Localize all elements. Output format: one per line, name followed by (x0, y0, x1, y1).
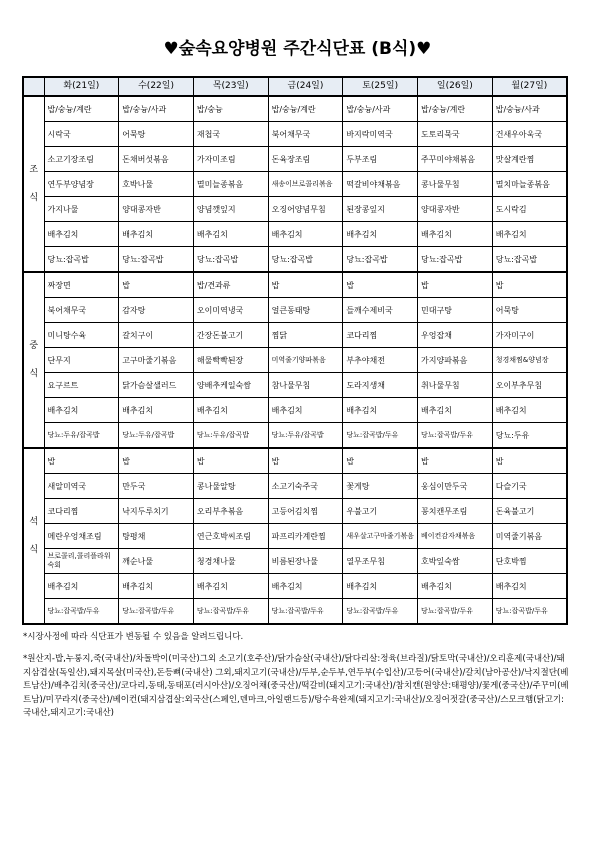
menu-cell: 멸치마늘종볶음 (492, 172, 567, 197)
menu-row (23, 398, 567, 423)
menu-cell: 단호박찜 (492, 549, 567, 574)
menu-cell: 만두국 (119, 474, 194, 499)
menu-cell: 가지양파볶음 (418, 348, 493, 373)
menu-cell: 열무조무침 (343, 549, 418, 574)
menu-cell: 밥 (44, 448, 119, 474)
menu-cell: 당뇨:잡곡밥 (44, 247, 119, 273)
menu-cell: 갈치구이 (119, 323, 194, 348)
menu-cell: 배추김치 (268, 574, 343, 599)
menu-row (23, 448, 567, 474)
menu-cell: 밥 (492, 272, 567, 298)
menu-row (23, 524, 567, 549)
menu-cell: 배추김치 (492, 222, 567, 247)
menu-cell: 밥/숭늉/사과 (343, 96, 418, 122)
menu-cell: 당뇨:잡곡밥/두유 (492, 599, 567, 625)
menu-row (23, 96, 567, 122)
day-header: 금(24일) (268, 77, 343, 96)
menu-cell: 가지나물 (44, 197, 119, 222)
menu-cell: 양념깻잎지 (193, 197, 268, 222)
menu-cell: 배추김치 (193, 398, 268, 423)
menu-cell: 당뇨:잡곡밥/두유 (343, 423, 418, 449)
menu-cell: 소고기숙주국 (268, 474, 343, 499)
day-header: 목(23일) (193, 77, 268, 96)
menu-cell: 단무지 (44, 348, 119, 373)
menu-cell: 배추김치 (44, 574, 119, 599)
menu-cell: 당뇨:잡곡밥 (268, 247, 343, 273)
menu-cell: 꽃게탕 (343, 474, 418, 499)
menu-cell: 배추김치 (193, 222, 268, 247)
menu-cell: 새알미역국 (44, 474, 119, 499)
menu-cell: 당뇨:두유 (492, 423, 567, 449)
menu-cell: 참나물무침 (268, 373, 343, 398)
menu-row (23, 549, 567, 574)
menu-row (23, 348, 567, 373)
menu-cell: 주꾸미야채볶음 (418, 147, 493, 172)
menu-row (23, 122, 567, 147)
menu-cell: 당뇨:잡곡밥 (343, 247, 418, 273)
menu-cell: 밥/숭늉/사과 (492, 96, 567, 122)
menu-cell: 당뇨:두유/잡곡밥 (268, 423, 343, 449)
menu-cell: 콩나물알탕 (193, 474, 268, 499)
menu-cell: 다슬기국 (492, 474, 567, 499)
menu-cell: 낙지두루치기 (119, 499, 194, 524)
menu-row (23, 499, 567, 524)
menu-row (23, 197, 567, 222)
menu-cell: 돈육불고기 (492, 499, 567, 524)
menu-cell: 어묵탕 (119, 122, 194, 147)
menu-cell: 새우살고구마줄기볶음 (343, 524, 418, 549)
menu-cell: 우엉잡채 (418, 323, 493, 348)
meal-label (23, 96, 44, 272)
menu-row (23, 423, 567, 449)
menu-cell: 얼큰동태탕 (268, 298, 343, 323)
menu-cell: 북어채무국 (44, 298, 119, 323)
menu-cell: 배추김치 (119, 574, 194, 599)
menu-cell: 메란우엉채조림 (44, 524, 119, 549)
day-header: 화(21일) (44, 77, 119, 96)
menu-cell: 된장콩잎지 (343, 197, 418, 222)
menu-cell: 고구마줄기볶음 (119, 348, 194, 373)
menu-cell: 콩나물무침 (418, 172, 493, 197)
menu-row (23, 222, 567, 247)
menu-cell: 밥/견과류 (193, 272, 268, 298)
menu-cell: 꽁치캔무조림 (418, 499, 493, 524)
menu-cell: 청경채나물 (193, 549, 268, 574)
day-header: 월(27일) (492, 77, 567, 96)
menu-cell: 밥 (492, 448, 567, 474)
menu-cell: 밥 (268, 272, 343, 298)
menu-cell: 당뇨:잡곡밥/두유 (44, 599, 119, 625)
menu-cell: 떡갈비야채볶음 (343, 172, 418, 197)
day-header-row (23, 77, 567, 96)
menu-cell: 가자미조림 (193, 147, 268, 172)
menu-cell: 배추김치 (492, 574, 567, 599)
menu-cell: 고등어김치찜 (268, 499, 343, 524)
menu-cell: 건새우아욱국 (492, 122, 567, 147)
menu-cell: 배추김치 (492, 398, 567, 423)
menu-row (23, 474, 567, 499)
menu-cell: 밥 (119, 448, 194, 474)
menu-cell: 당뇨:두유/잡곡밥 (119, 423, 194, 449)
menu-cell: 도시락김 (492, 197, 567, 222)
menu-cell: 밥/숭늉 (193, 96, 268, 122)
menu-cell: 오이부추무침 (492, 373, 567, 398)
menu-cell: 당뇨:잡곡밥 (492, 247, 567, 273)
menu-cell: 두부조림 (343, 147, 418, 172)
menu-cell: 감자탕 (119, 298, 194, 323)
meal-label-char: 조 (29, 165, 39, 175)
menu-cell: 배추김치 (44, 398, 119, 423)
menu-cell: 시락국 (44, 122, 119, 147)
menu-cell: 배추김치 (268, 222, 343, 247)
menu-cell: 코다리찜 (343, 323, 418, 348)
weekly-menu-table (22, 76, 568, 625)
menu-cell: 청경채찜&양념장 (492, 348, 567, 373)
menu-cell: 양배추케일숙쌈 (193, 373, 268, 398)
menu-cell: 브로콜리,콜리플라워숙회 (44, 549, 119, 574)
menu-cell: 밥/숭늉/계란 (418, 96, 493, 122)
menu-cell: 밥 (343, 448, 418, 474)
menu-cell: 새송이브로콜리볶음 (268, 172, 343, 197)
menu-cell: 당뇨:잡곡밥/두유 (343, 599, 418, 625)
meal-label (23, 448, 44, 624)
menu-cell: 당뇨:잡곡밥/두유 (418, 423, 493, 449)
menu-cell: 코다리찜 (44, 499, 119, 524)
page-title: ♥숲속요양병원 주간식단표 (B식)♥ (163, 39, 432, 59)
menu-row (23, 323, 567, 348)
menu-row (23, 373, 567, 398)
meal-label-char: 식 (29, 193, 39, 203)
menu-cell: 돈채버섯볶음 (119, 147, 194, 172)
menu-cell: 웅심이만두국 (418, 474, 493, 499)
menu-cell: 어묵탕 (492, 298, 567, 323)
menu-cell: 요구르트 (44, 373, 119, 398)
menu-cell: 당뇨:두유/잡곡밥 (193, 423, 268, 449)
menu-cell: 우불고기 (343, 499, 418, 524)
menu-cell: 배추김치 (418, 222, 493, 247)
menu-cell: 소고기장조림 (44, 147, 119, 172)
menu-cell: 배추김치 (44, 222, 119, 247)
menu-cell: 배추김치 (119, 222, 194, 247)
menu-cell: 가자미구이 (492, 323, 567, 348)
menu-cell: 오징어양념무침 (268, 197, 343, 222)
menu-row (23, 599, 567, 625)
menu-cell: 배추김치 (268, 398, 343, 423)
menu-cell: 짜장면 (44, 272, 119, 298)
menu-cell: 양대콩자반 (119, 197, 194, 222)
menu-cell: 당뇨:잡곡밥/두유 (268, 599, 343, 625)
menu-cell: 베이컨감자채볶음 (418, 524, 493, 549)
menu-row (23, 574, 567, 599)
change-notice: *시장사정에 따라 식단표가 변동될 수 있음을 알려드립니다. (23, 632, 244, 642)
menu-cell: 밥/숭늉/계란 (44, 96, 119, 122)
menu-row (23, 247, 567, 273)
day-header: 일(26일) (418, 77, 493, 96)
menu-cell: 밥 (119, 272, 194, 298)
menu-cell: 밥 (343, 272, 418, 298)
menu-cell: 간장돈불고기 (193, 323, 268, 348)
menu-cell: 양대콩자반 (418, 197, 493, 222)
menu-cell: 배추김치 (343, 222, 418, 247)
menu-cell: 미역줄기볶음 (492, 524, 567, 549)
menu-row (23, 298, 567, 323)
day-header: 토(25일) (343, 77, 418, 96)
menu-cell: 호박나물 (119, 172, 194, 197)
meal-label-char: 중 (29, 341, 39, 351)
meal-label-char: 식 (29, 545, 39, 555)
menu-cell: 도라지생채 (343, 373, 418, 398)
menu-cell: 바지락미역국 (343, 122, 418, 147)
menu-cell: 파프리카계란찜 (268, 524, 343, 549)
menu-cell: 배추김치 (193, 574, 268, 599)
menu-body (23, 96, 567, 624)
menu-cell: 밥 (268, 448, 343, 474)
meal-label-char: 식 (29, 369, 39, 379)
menu-cell: 취나물무침 (418, 373, 493, 398)
menu-cell: 당뇨:잡곡밥 (119, 247, 194, 273)
menu-cell: 당뇨:두유/잡곡밥 (44, 423, 119, 449)
menu-cell: 비름된장나물 (268, 549, 343, 574)
day-header: 수(22일) (119, 77, 194, 96)
menu-cell: 찜닭 (268, 323, 343, 348)
menu-cell: 미역줄기양파볶음 (268, 348, 343, 373)
menu-cell: 닭가슴살샐러드 (119, 373, 194, 398)
menu-cell: 당뇨:잡곡밥/두유 (119, 599, 194, 625)
menu-cell: 밥 (418, 272, 493, 298)
menu-cell: 당뇨:잡곡밥 (418, 247, 493, 273)
origin-info: *원산지-밥,누룽지,죽(국내산)/차돌박이(미국산)그외 소고기(호주산)/닭가슴살(국내산)/닭다리살:정육(브라질)/닭토막(국내산)/오리훈제(국내산)/돼지삼겹살(독일산),돼지목살(미국산),돈등뼈(국내산) 그외,돼지고기(국내산)/두부,순두부,연두부(수입산)/고등어(국내산)/갈치(남아공산)/낙지절단(베트남산)/배추김치(중국산)/코다리,동태,동태포(러시아산)/오징어채(중국산)/떡갈비(돼지고기:국내산)/참치캔(원양산:태평양)/꽃게(중국산)/주꾸미(베트남)/미꾸라지(중국산)/베이컨(돼지삼겹살:외국산(스페인,덴마크,아일랜드등)/탕수육완제(돼지고기:국내산)/오징어젓갈(중국산)/스모크햄(닭고기:국내산,돼지고기:국내산) (23, 654, 569, 718)
menu-cell: 오리부추볶음 (193, 499, 268, 524)
menu-cell: 배추김치 (418, 574, 493, 599)
menu-cell: 해물빡빡된장 (193, 348, 268, 373)
menu-cell: 연두부양념장 (44, 172, 119, 197)
menu-cell: 연근호박씨조림 (193, 524, 268, 549)
menu-cell: 탕평채 (119, 524, 194, 549)
menu-cell: 맛살계란찜 (492, 147, 567, 172)
menu-cell: 재첩국 (193, 122, 268, 147)
menu-cell: 배추김치 (343, 574, 418, 599)
menu-cell: 호박잎숙쌈 (418, 549, 493, 574)
header-corner (23, 77, 44, 96)
menu-cell: 배추김치 (418, 398, 493, 423)
menu-cell: 밥/숭늉/사과 (119, 96, 194, 122)
menu-cell: 배추김치 (343, 398, 418, 423)
menu-cell: 도토리묵국 (418, 122, 493, 147)
menu-cell: 배추김치 (119, 398, 194, 423)
menu-cell: 밥 (193, 448, 268, 474)
menu-cell: 밥 (418, 448, 493, 474)
menu-cell: 북어채무국 (268, 122, 343, 147)
menu-cell: 들깨수제비국 (343, 298, 418, 323)
menu-cell: 부추야채전 (343, 348, 418, 373)
meal-label (23, 272, 44, 448)
menu-cell: 깨순나물 (119, 549, 194, 574)
menu-row (23, 147, 567, 172)
meal-label-char: 석 (29, 517, 39, 527)
menu-cell: 돈육장조림 (268, 147, 343, 172)
menu-row (23, 272, 567, 298)
menu-cell: 멸미늘종볶음 (193, 172, 268, 197)
menu-cell: 밥/숭늉/계란 (268, 96, 343, 122)
menu-cell: 당뇨:잡곡밥/두유 (193, 599, 268, 625)
menu-row (23, 172, 567, 197)
menu-cell: 미니탕수육 (44, 323, 119, 348)
menu-cell: 당뇨:잡곡밥/두유 (418, 599, 493, 625)
menu-cell: 민대구탕 (418, 298, 493, 323)
menu-cell: 당뇨:잡곡밥 (193, 247, 268, 273)
menu-cell: 오이미역냉국 (193, 298, 268, 323)
